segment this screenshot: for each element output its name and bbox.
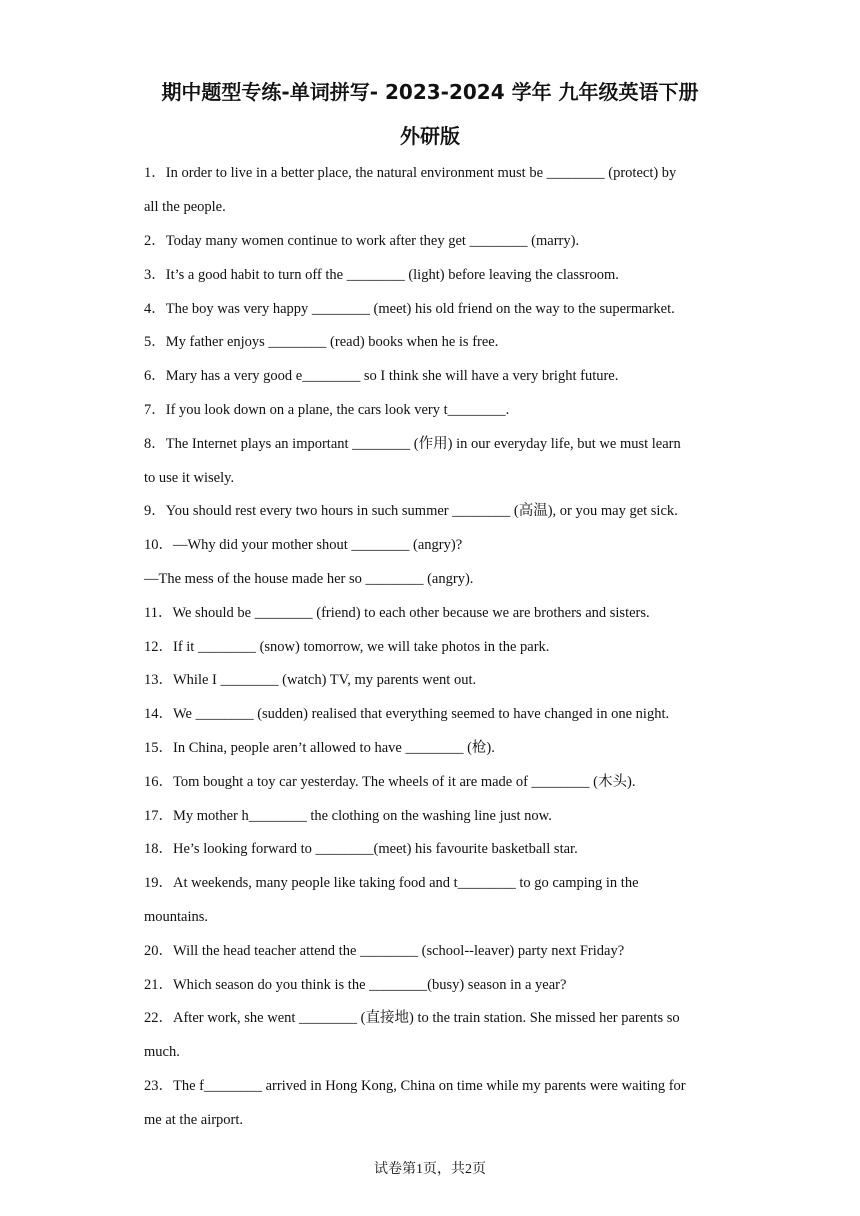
question-17: 17．My mother h________ the clothing on the washing line just now. [144, 808, 552, 824]
question-3: 3．It’s a good habit to turn off the ________ (light) before leaving the classroom. [144, 267, 619, 283]
page-subtitle: 外研版 [400, 124, 460, 148]
question-14: 14．We ________ (sudden) realised that everything seemed to have changed in one night. [144, 706, 670, 722]
question-22-line-2: much. [144, 1044, 180, 1060]
question-11: 11．We should be ________ (friend) to each other because we are brothers and sisters. [144, 605, 650, 621]
question-1-line-2: all the people. [144, 199, 226, 215]
question-13: 13．While I ________ (watch) TV, my parents went out. [144, 672, 477, 688]
question-1-line-1: 1．In order to live in a better place, the natural environment must be ________ (protect) by [144, 165, 677, 181]
question-19-line-2: mountains. [144, 909, 209, 925]
question-20: 20．Will the head teacher attend the ________ (school--leaver) party next Friday? [144, 943, 625, 959]
question-9: 9．You should rest every two hours in such summer ________ (高温), or you may get sick. [144, 503, 678, 519]
question-2: 2．Today many women continue to work after they get ________ (marry). [144, 233, 580, 249]
question-22-line-1: 22．After work, she went ________ (直接地) to the train station. She missed her parents so [144, 1010, 680, 1026]
question-19-line-1: 19．At weekends, many people like taking food and t________ to go camping in the [144, 875, 639, 891]
question-6: 6．Mary has a very good e________ so I think she will have a very bright future. [144, 368, 619, 384]
question-8-line-1: 8．The Internet plays an important ________ (作用) in our everyday life, but we must learn [144, 436, 681, 452]
page-title: 期中题型专练-单词拼写- 2023-2024 学年 九年级英语下册 [161, 80, 699, 104]
page-number-footer: 试卷第1页，共2页 [374, 1162, 486, 1177]
question-4: 4．The boy was very happy ________ (meet) his old friend on the way to the supermarket. [144, 301, 675, 317]
question-7: 7．If you look down on a plane, the cars look very t________. [144, 402, 510, 418]
question-10-line-1: 10．—Why did your mother shout ________ (angry)? [144, 537, 463, 553]
question-8-line-2: to use it wisely. [144, 470, 235, 486]
question-18: 18．He’s looking forward to ________(meet) his favourite basketball star. [144, 841, 578, 857]
question-5: 5．My father enjoys ________ (read) books when he is free. [144, 334, 499, 350]
question-12: 12．If it ________ (snow) tomorrow, we will take photos in the park. [144, 639, 550, 655]
question-23-line-1: 23．The f________ arrived in Hong Kong, China on time while my parents were waiting for [144, 1078, 686, 1094]
question-23-line-2: me at the airport. [144, 1112, 244, 1128]
question-15: 15．In China, people aren’t allowed to have ________ (枪). [144, 740, 495, 756]
question-16: 16．Tom bought a toy car yesterday. The wheels of it are made of ________ (木头). [144, 774, 636, 790]
question-10-line-2: —The mess of the house made her so ________ (angry). [144, 571, 474, 587]
question-21: 21．Which season do you think is the ________(busy) season in a year? [144, 977, 567, 993]
